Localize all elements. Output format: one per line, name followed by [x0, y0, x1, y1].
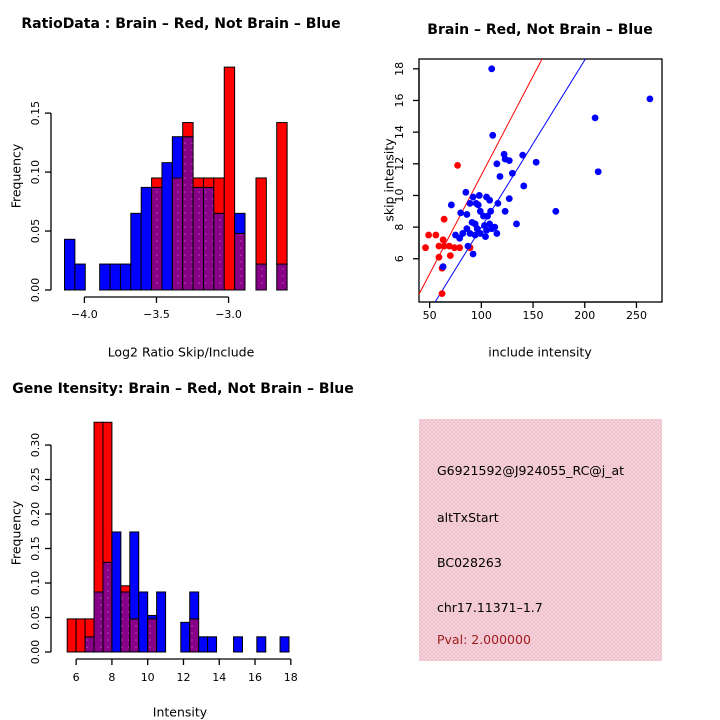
info-panel [419, 419, 662, 661]
svg-text:6: 6 [393, 255, 406, 263]
svg-text:100: 100 [470, 309, 492, 322]
svg-text:6: 6 [72, 671, 80, 684]
svg-text:0.05: 0.05 [29, 218, 42, 244]
svg-text:0.25: 0.25 [29, 467, 42, 492]
svg-text:16: 16 [248, 671, 263, 684]
svg-text:0.15: 0.15 [29, 100, 42, 126]
svg-text:8: 8 [108, 671, 116, 684]
locus-text: chr17.11371–1.7 [437, 600, 543, 615]
svg-text:150: 150 [522, 309, 544, 322]
probe-id-text: G6921592@J924055_RC@j_at [437, 463, 625, 478]
svg-text:8: 8 [393, 223, 406, 231]
svg-text:50: 50 [422, 309, 437, 322]
svg-text:0.00: 0.00 [29, 277, 42, 303]
svg-text:16: 16 [393, 93, 406, 108]
ratio-hist-ylabel: Frequency [8, 143, 24, 209]
svg-text:0.20: 0.20 [29, 501, 42, 527]
svg-text:250: 250 [625, 309, 647, 322]
ratio-hist-title: RatioData : Brain – Red, Not Brain – Blue [21, 16, 341, 32]
gene-hist-title: Gene Itensity: Brain – Red, Not Brain – Blue [12, 381, 354, 397]
svg-text:0.30: 0.30 [29, 432, 42, 458]
svg-text:14: 14 [393, 125, 406, 140]
accession-text: BC028263 [437, 555, 502, 570]
svg-text:18: 18 [393, 61, 406, 76]
svg-text:−3.5: −3.5 [143, 308, 170, 321]
ratio-hist-xlabel: Log2 Ratio Skip/Include [107, 344, 255, 360]
scatter-ylabel: skip intensity [381, 138, 397, 222]
svg-text:0.15: 0.15 [29, 536, 42, 561]
event-type-text: altTxStart [437, 510, 499, 525]
svg-text:200: 200 [574, 309, 596, 322]
scatter-xlabel: include intensity [488, 344, 592, 360]
svg-text:10: 10 [140, 671, 155, 684]
svg-text:18: 18 [283, 671, 298, 684]
svg-text:14: 14 [212, 671, 227, 684]
svg-text:12: 12 [176, 671, 191, 684]
svg-text:10: 10 [393, 188, 406, 203]
svg-text:0.10: 0.10 [29, 159, 42, 185]
svg-text:0.05: 0.05 [29, 605, 42, 630]
svg-text:−3.0: −3.0 [215, 308, 242, 321]
scatter-title: Brain – Red, Not Brain – Blue [427, 22, 653, 38]
svg-text:−4.0: −4.0 [71, 308, 98, 321]
gene-hist-xlabel: Intensity [152, 704, 208, 720]
pval-text: Pval: 2.000000 [437, 632, 531, 647]
gene-hist-ylabel: Frequency [8, 500, 24, 566]
svg-text:12: 12 [393, 156, 406, 171]
svg-text:0.00: 0.00 [29, 639, 42, 665]
svg-text:0.10: 0.10 [29, 570, 42, 596]
